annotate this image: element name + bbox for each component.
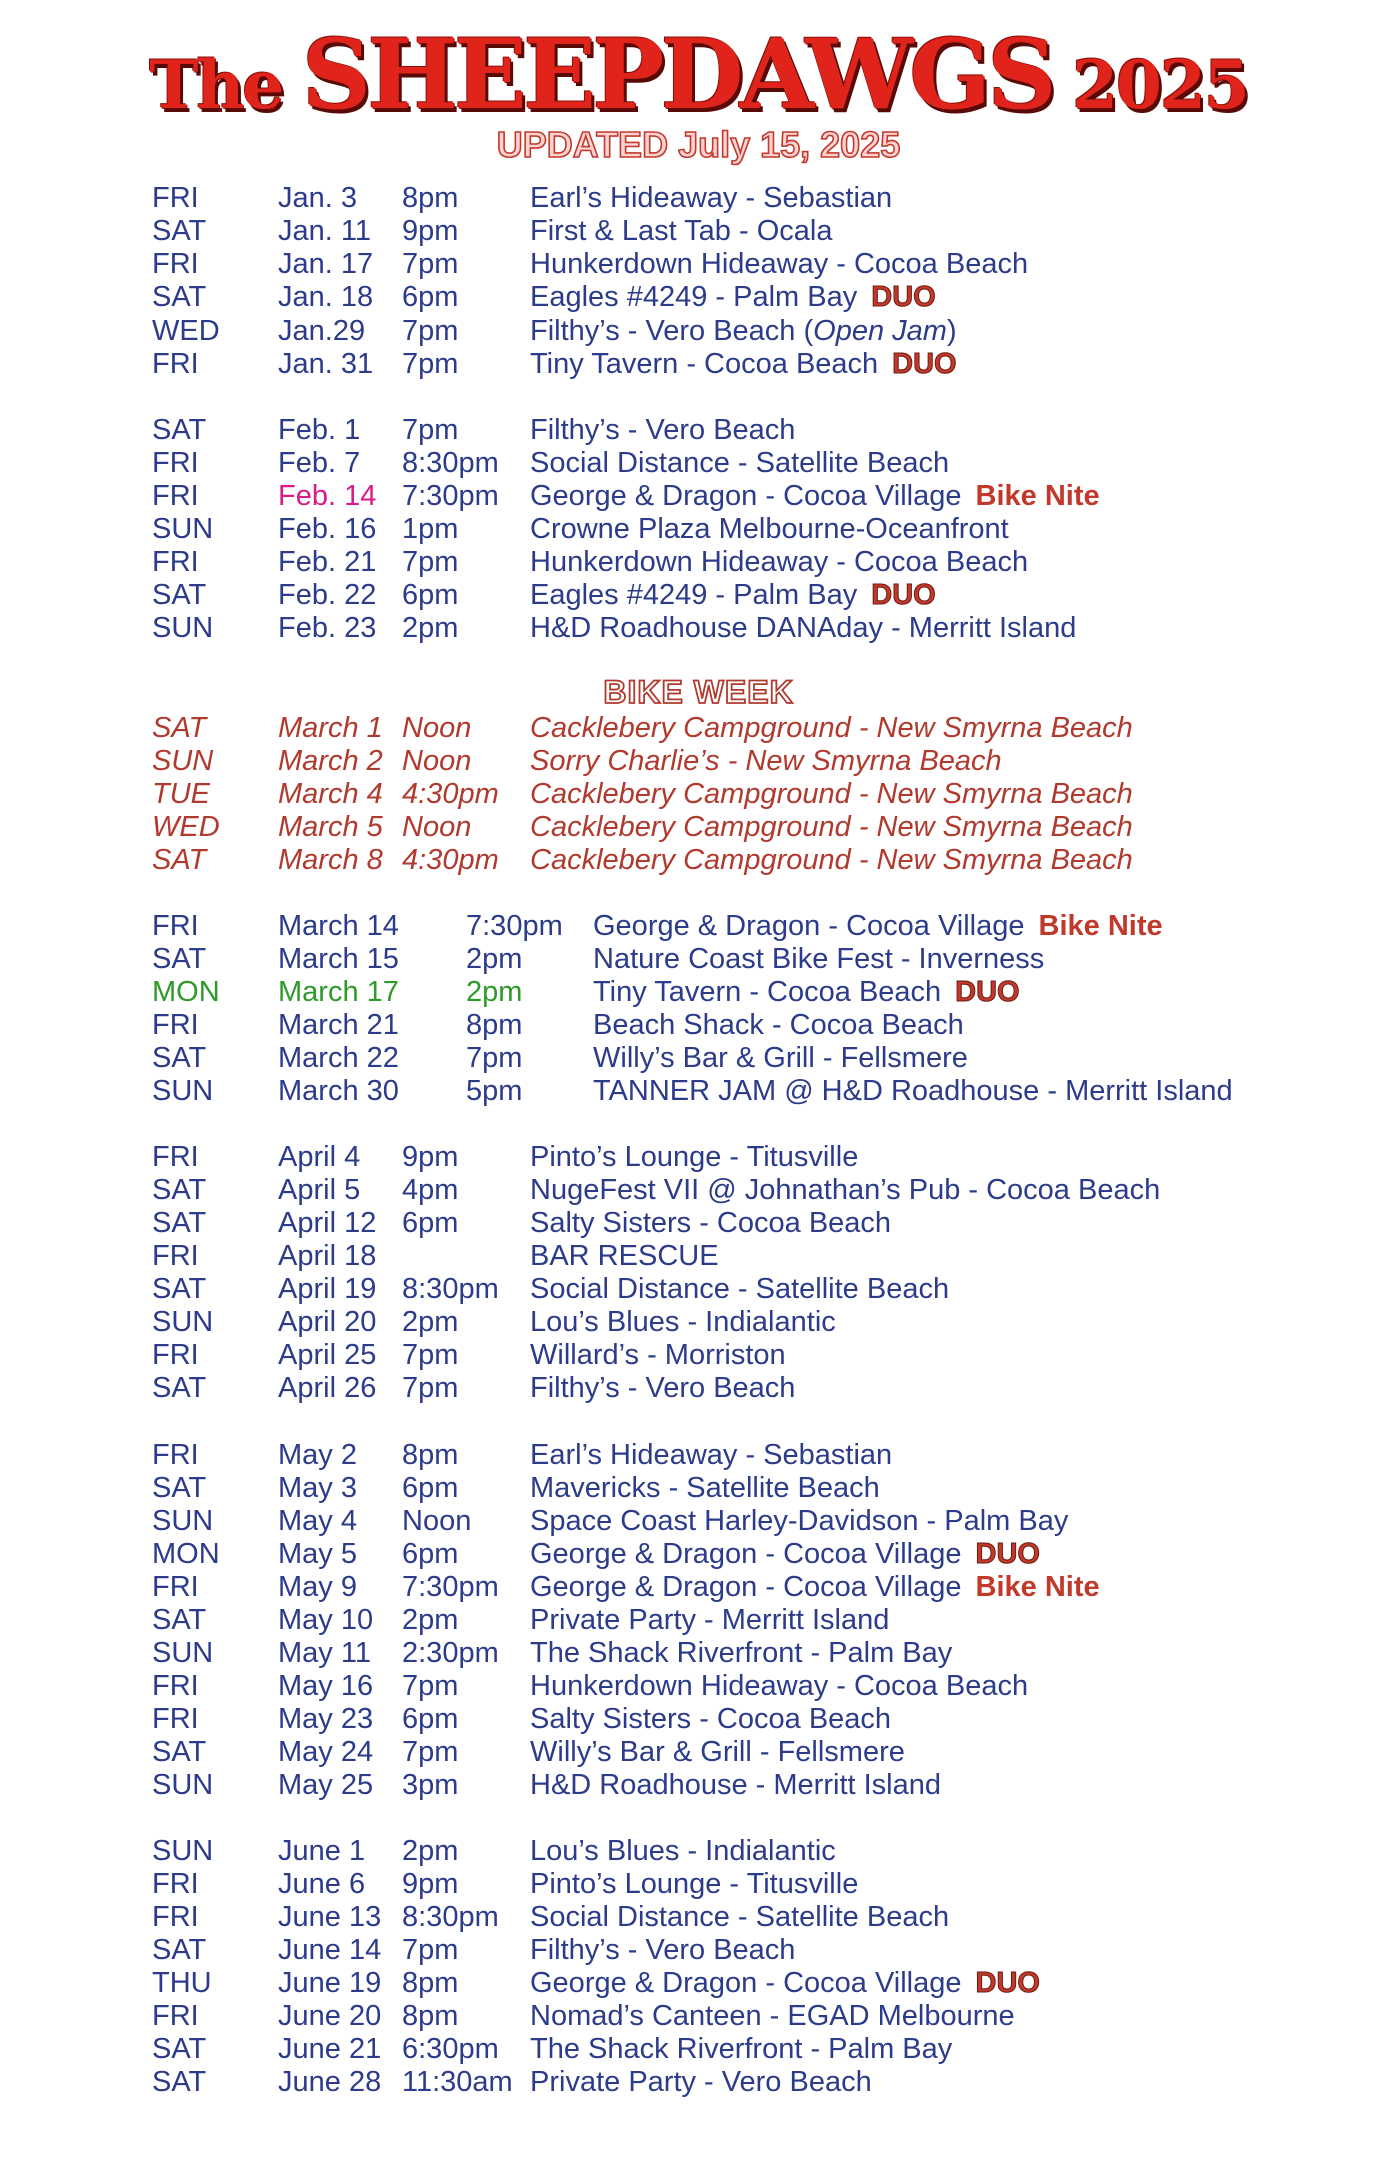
row-time: 7pm bbox=[402, 414, 459, 446]
row-day: SAT bbox=[152, 1174, 207, 1206]
row-venue-text: Filthy’s - Vero Beach bbox=[530, 414, 796, 446]
row-date: Feb. 16 bbox=[278, 513, 377, 545]
row-day: SAT bbox=[152, 2066, 207, 2098]
row-venue-text: Filthy’s - Vero Beach bbox=[530, 1372, 796, 1404]
row-date: March 14 bbox=[278, 910, 399, 942]
row-time: 9pm bbox=[402, 215, 459, 247]
row-venue-text: George & Dragon - Cocoa Village bbox=[593, 910, 1025, 942]
row-day: FRI bbox=[152, 1670, 199, 1702]
row-venue-text: Private Party - Merritt Island bbox=[530, 1604, 890, 1636]
row-venue-text: H&D Roadhouse - Merritt Island bbox=[530, 1769, 941, 1801]
row-time: 1pm bbox=[402, 513, 459, 545]
row-date: May 24 bbox=[278, 1736, 374, 1768]
bike-nite-badge: Bike Nite bbox=[1038, 910, 1163, 942]
row-day: SAT bbox=[152, 943, 207, 975]
row-date: March 17 bbox=[278, 976, 399, 1008]
row-date: Jan. 11 bbox=[278, 215, 371, 247]
row-date: March 15 bbox=[278, 943, 399, 975]
row-date: June 19 bbox=[278, 1967, 382, 1999]
row-time: 6pm bbox=[402, 1703, 459, 1735]
bike-week-heading: BIKE WEEK bbox=[603, 674, 794, 710]
row-time: 4:30pm bbox=[402, 844, 499, 876]
row-venue-text: Salty Sisters - Cocoa Beach bbox=[530, 1207, 892, 1239]
row-venue bbox=[530, 1901, 949, 1934]
row-day: SUN bbox=[152, 612, 214, 644]
row-venue-text: Salty Sisters - Cocoa Beach bbox=[530, 1703, 892, 1735]
row-day: SAT bbox=[152, 844, 207, 876]
row-day: SUN bbox=[152, 1075, 214, 1107]
row-day: FRI bbox=[152, 1339, 199, 1371]
row-date: May 9 bbox=[278, 1571, 357, 1603]
row-date: March 2 bbox=[278, 745, 383, 777]
row-venue-text: Cacklebery Campground - New Smyrna Beach bbox=[530, 778, 1133, 810]
row-time: 2:30pm bbox=[402, 1637, 499, 1669]
row-day: FRI bbox=[152, 1439, 199, 1471]
row-date: April 25 bbox=[278, 1339, 377, 1371]
row-time: 2pm bbox=[402, 1604, 459, 1636]
row-date: June 28 bbox=[278, 2066, 382, 2098]
row-venue bbox=[530, 1637, 952, 1670]
row-time: 7:30pm bbox=[402, 1571, 499, 1603]
row-venue bbox=[530, 1835, 836, 1868]
row-venue bbox=[530, 1207, 891, 1240]
duo-badge: DUO bbox=[871, 281, 936, 313]
row-venue bbox=[530, 1372, 795, 1405]
row-date: Jan.29 bbox=[278, 315, 366, 347]
row-day: SAT bbox=[152, 1472, 207, 1504]
row-date: May 23 bbox=[278, 1703, 374, 1735]
row-venue bbox=[530, 1240, 719, 1273]
row-date: March 5 bbox=[278, 811, 383, 843]
row-date: May 10 bbox=[278, 1604, 374, 1636]
row-venue bbox=[530, 1339, 786, 1372]
row-venue bbox=[530, 2066, 872, 2099]
title-year: 2025 bbox=[1072, 46, 1248, 124]
row-day: FRI bbox=[152, 2000, 199, 2032]
row-date: June 6 bbox=[278, 1868, 366, 1900]
row-day: SAT bbox=[152, 1934, 207, 1966]
row-date: Feb. 14 bbox=[278, 480, 377, 512]
row-date: Jan. 17 bbox=[278, 248, 374, 280]
row-venue-text: Willy’s Bar & Grill - Fellsmere bbox=[593, 1042, 968, 1074]
row-venue bbox=[530, 712, 1133, 745]
row-venue-text: Eagles #4249 - Palm Bay bbox=[530, 281, 858, 313]
row-day: MON bbox=[152, 1538, 220, 1570]
row-time: 2pm bbox=[466, 976, 523, 1008]
row-date: March 1 bbox=[278, 712, 383, 744]
row-time: Noon bbox=[402, 1505, 472, 1537]
row-venue-text: Pinto’s Lounge - Titusville bbox=[530, 1868, 859, 1900]
row-date: March 8 bbox=[278, 844, 383, 876]
row-day: FRI bbox=[152, 1141, 199, 1173]
row-day: FRI bbox=[152, 1901, 199, 1933]
row-venue bbox=[530, 612, 1076, 645]
row-day: THU bbox=[152, 1967, 212, 1999]
row-venue-text: Earl’s Hideaway - Sebastian bbox=[530, 1439, 893, 1471]
title-band: SHEEPDAWGS bbox=[301, 18, 1053, 131]
row-day: TUE bbox=[152, 778, 210, 810]
row-venue-text: Filthy’s - Vero Beach ( bbox=[530, 315, 814, 347]
bike-nite-badge: Bike Nite bbox=[975, 480, 1100, 512]
row-time: 7:30pm bbox=[402, 480, 499, 512]
row-venue bbox=[593, 976, 1020, 1009]
row-time: 7:30pm bbox=[466, 910, 563, 942]
row-venue bbox=[530, 182, 892, 215]
row-time: 5pm bbox=[466, 1075, 523, 1107]
row-time: 11:30am bbox=[402, 2066, 513, 2098]
row-venue bbox=[530, 315, 957, 348]
duo-badge: DUO bbox=[955, 976, 1020, 1008]
row-venue bbox=[530, 1174, 1160, 1207]
row-day: SAT bbox=[152, 1604, 207, 1636]
row-venue bbox=[530, 1472, 880, 1505]
row-day: WED bbox=[152, 315, 220, 347]
row-day: SAT bbox=[152, 1273, 207, 1305]
row-day: FRI bbox=[152, 1868, 199, 1900]
row-venue-text: George & Dragon - Cocoa Village bbox=[530, 1967, 962, 1999]
row-venue-text: Crowne Plaza Melbourne-Oceanfront bbox=[530, 513, 1009, 545]
row-venue-text: Eagles #4249 - Palm Bay bbox=[530, 579, 858, 611]
bike-nite-badge: Bike Nite bbox=[975, 1571, 1100, 1603]
row-venue bbox=[530, 1736, 905, 1769]
row-venue-text: Sorry Charlie’s - New Smyrna Beach bbox=[530, 745, 1002, 777]
row-day: SAT bbox=[152, 2033, 207, 2065]
updated-date: UPDATED July 15, 2025 bbox=[496, 124, 901, 165]
row-venue-text: The Shack Riverfront - Palm Bay bbox=[530, 2033, 953, 2065]
row-venue bbox=[530, 1439, 892, 1472]
row-time: Noon bbox=[402, 745, 472, 777]
row-date: May 5 bbox=[278, 1538, 357, 1570]
row-venue bbox=[530, 1670, 1028, 1703]
row-venue bbox=[530, 745, 1002, 778]
row-date: May 3 bbox=[278, 1472, 357, 1504]
row-time: Noon bbox=[402, 712, 472, 744]
row-date: June 21 bbox=[278, 2033, 382, 2065]
row-day: SUN bbox=[152, 745, 214, 777]
row-day: SAT bbox=[152, 1372, 207, 1404]
row-venue-text: Space Coast Harley-Davidson - Palm Bay bbox=[530, 1505, 1069, 1537]
row-date: March 22 bbox=[278, 1042, 399, 1074]
row-time: 9pm bbox=[402, 1868, 459, 1900]
row-time: 7pm bbox=[402, 1339, 459, 1371]
row-venue bbox=[530, 1604, 889, 1637]
row-venue bbox=[530, 1967, 1040, 2000]
row-time: 6pm bbox=[402, 1207, 459, 1239]
row-date: April 20 bbox=[278, 1306, 377, 1338]
row-time: 8:30pm bbox=[402, 447, 499, 479]
row-venue bbox=[530, 215, 832, 248]
row-venue bbox=[593, 910, 1163, 943]
row-venue bbox=[530, 546, 1028, 579]
row-date: May 16 bbox=[278, 1670, 374, 1702]
row-venue bbox=[530, 579, 936, 612]
row-venue bbox=[530, 1505, 1068, 1538]
row-date: Feb. 22 bbox=[278, 579, 377, 611]
row-venue-text: Private Party - Vero Beach bbox=[530, 2066, 872, 2098]
row-venue-text: Tiny Tavern - Cocoa Beach bbox=[593, 976, 942, 1008]
row-venue bbox=[530, 1703, 891, 1736]
row-venue bbox=[530, 513, 1009, 546]
row-venue bbox=[530, 1868, 858, 1901]
row-venue-text: Social Distance - Satellite Beach bbox=[530, 1901, 950, 1933]
row-time: 7pm bbox=[402, 1670, 459, 1702]
row-day: FRI bbox=[152, 1703, 199, 1735]
row-venue bbox=[530, 1769, 941, 1802]
row-time: 8pm bbox=[402, 182, 459, 214]
row-time: 3pm bbox=[402, 1769, 459, 1801]
row-venue-text: Willard’s - Morriston bbox=[530, 1339, 786, 1371]
row-day: FRI bbox=[152, 447, 199, 479]
row-time: 7pm bbox=[466, 1042, 523, 1074]
row-day: WED bbox=[152, 811, 220, 843]
row-venue bbox=[593, 1042, 968, 1075]
row-date: Feb. 23 bbox=[278, 612, 377, 644]
row-venue-text: Lou’s Blues - Indialantic bbox=[530, 1306, 836, 1338]
row-venue-text: Willy’s Bar & Grill - Fellsmere bbox=[530, 1736, 905, 1768]
row-time: 8pm bbox=[402, 1439, 459, 1471]
row-time: 6pm bbox=[402, 1538, 459, 1570]
row-venue bbox=[530, 480, 1100, 513]
row-date: March 4 bbox=[278, 778, 383, 810]
row-date: April 19 bbox=[278, 1273, 377, 1305]
row-day: FRI bbox=[152, 1571, 199, 1603]
row-venue-text: Social Distance - Satellite Beach bbox=[530, 447, 950, 479]
row-date: April 4 bbox=[278, 1141, 361, 1173]
row-venue-text: Cacklebery Campground - New Smyrna Beach bbox=[530, 844, 1133, 876]
row-venue bbox=[530, 2000, 1015, 2033]
row-venue-text: Beach Shack - Cocoa Beach bbox=[593, 1009, 964, 1041]
row-venue-note: Open Jam bbox=[813, 315, 947, 347]
row-venue bbox=[530, 2033, 952, 2066]
row-day: SAT bbox=[152, 579, 207, 611]
row-date: March 30 bbox=[278, 1075, 399, 1107]
row-time: 2pm bbox=[402, 1835, 459, 1867]
row-venue-text: Earl’s Hideaway - Sebastian bbox=[530, 182, 893, 214]
row-venue bbox=[530, 281, 936, 314]
row-venue bbox=[530, 1306, 836, 1339]
row-date: April 26 bbox=[278, 1372, 377, 1404]
row-time: 6pm bbox=[402, 281, 459, 313]
row-time: 7pm bbox=[402, 1372, 459, 1404]
row-venue-text: Mavericks - Satellite Beach bbox=[530, 1472, 880, 1504]
row-day: FRI bbox=[152, 546, 199, 578]
row-time: 8pm bbox=[402, 2000, 459, 2032]
row-time: 6pm bbox=[402, 579, 459, 611]
row-venue bbox=[530, 1141, 858, 1174]
row-date: June 13 bbox=[278, 1901, 382, 1933]
row-venue bbox=[530, 778, 1133, 811]
row-date: April 12 bbox=[278, 1207, 377, 1239]
row-time: 7pm bbox=[402, 248, 459, 280]
row-venue-text: Pinto’s Lounge - Titusville bbox=[530, 1141, 859, 1173]
row-date: Feb. 1 bbox=[278, 414, 361, 446]
row-venue-text: Hunkerdown Hideaway - Cocoa Beach bbox=[530, 1670, 1029, 1702]
row-venue-text: Cacklebery Campground - New Smyrna Beach bbox=[530, 712, 1133, 744]
row-date: May 2 bbox=[278, 1439, 357, 1471]
row-date: March 21 bbox=[278, 1009, 399, 1041]
row-time: 8pm bbox=[466, 1009, 523, 1041]
row-date: June 1 bbox=[278, 1835, 366, 1867]
row-time: 2pm bbox=[466, 943, 523, 975]
row-venue-text: Hunkerdown Hideaway - Cocoa Beach bbox=[530, 248, 1029, 280]
row-venue-text: Hunkerdown Hideaway - Cocoa Beach bbox=[530, 546, 1029, 578]
row-time: 4pm bbox=[402, 1174, 459, 1206]
row-venue bbox=[530, 1273, 949, 1306]
row-time: 2pm bbox=[402, 1306, 459, 1338]
row-venue-text: George & Dragon - Cocoa Village bbox=[530, 1571, 962, 1603]
row-venue bbox=[530, 1571, 1100, 1604]
page-title bbox=[0, 18, 1397, 131]
row-venue-text: BAR RESCUE bbox=[530, 1240, 719, 1272]
row-date: Jan. 18 bbox=[278, 281, 374, 313]
row-date: June 20 bbox=[278, 2000, 382, 2032]
row-time: 7pm bbox=[402, 315, 459, 347]
row-venue-text: Social Distance - Satellite Beach bbox=[530, 1273, 950, 1305]
row-venue bbox=[530, 1934, 795, 1967]
row-venue bbox=[530, 414, 795, 447]
row-date: April 5 bbox=[278, 1174, 361, 1206]
row-venue-text: George & Dragon - Cocoa Village bbox=[530, 480, 962, 512]
row-time: 7pm bbox=[402, 1736, 459, 1768]
row-day: SAT bbox=[152, 414, 207, 446]
row-venue-text: Nomad’s Canteen - EGAD Melbourne bbox=[530, 2000, 1015, 2032]
row-day: SUN bbox=[152, 1637, 214, 1669]
row-time: 6pm bbox=[402, 1472, 459, 1504]
row-venue bbox=[530, 248, 1028, 281]
row-time: 6:30pm bbox=[402, 2033, 499, 2065]
row-date: Feb. 21 bbox=[278, 546, 377, 578]
row-day: MON bbox=[152, 976, 220, 1008]
row-day: FRI bbox=[152, 910, 199, 942]
row-day: FRI bbox=[152, 248, 199, 280]
row-venue bbox=[593, 1075, 1233, 1108]
row-time: 9pm bbox=[402, 1141, 459, 1173]
row-venue-text: Tiny Tavern - Cocoa Beach bbox=[530, 348, 879, 380]
row-date: May 25 bbox=[278, 1769, 374, 1801]
title-the: The bbox=[149, 46, 283, 124]
row-time: 4:30pm bbox=[402, 778, 499, 810]
row-time: 7pm bbox=[402, 546, 459, 578]
row-time: 7pm bbox=[402, 1934, 459, 1966]
row-day: SAT bbox=[152, 1207, 207, 1239]
row-day: FRI bbox=[152, 182, 199, 214]
row-date: April 18 bbox=[278, 1240, 377, 1272]
row-day: FRI bbox=[152, 1240, 199, 1272]
row-date: May 11 bbox=[278, 1637, 371, 1669]
row-day: SUN bbox=[152, 1835, 214, 1867]
row-day: SAT bbox=[152, 1736, 207, 1768]
row-venue bbox=[593, 943, 1044, 976]
row-day: SUN bbox=[152, 1306, 214, 1338]
row-day: SAT bbox=[152, 215, 207, 247]
row-day: SUN bbox=[152, 1769, 214, 1801]
row-venue bbox=[530, 447, 949, 480]
row-time: Noon bbox=[402, 811, 472, 843]
row-venue-text: First & Last Tab - Ocala bbox=[530, 215, 833, 247]
row-venue-text: The Shack Riverfront - Palm Bay bbox=[530, 1637, 953, 1669]
row-venue-text: TANNER JAM @ H&D Roadhouse - Merritt Island bbox=[593, 1075, 1233, 1107]
row-venue bbox=[530, 844, 1133, 877]
row-date: May 4 bbox=[278, 1505, 357, 1537]
row-time: 8:30pm bbox=[402, 1273, 499, 1305]
duo-badge: DUO bbox=[892, 348, 957, 380]
row-date: Jan. 3 bbox=[278, 182, 357, 214]
row-venue-note-close: ) bbox=[946, 315, 957, 347]
duo-badge: DUO bbox=[975, 1538, 1040, 1570]
duo-badge: DUO bbox=[871, 579, 936, 611]
row-venue-text: George & Dragon - Cocoa Village bbox=[530, 1538, 962, 1570]
row-venue-text: Cacklebery Campground - New Smyrna Beach bbox=[530, 811, 1133, 843]
row-venue-text: NugeFest VII @ Johnathan’s Pub - Cocoa Beach bbox=[530, 1174, 1161, 1206]
row-time: 8pm bbox=[402, 1967, 459, 1999]
row-time: 7pm bbox=[402, 348, 459, 380]
row-time: 2pm bbox=[402, 612, 459, 644]
row-venue bbox=[530, 348, 957, 381]
row-venue bbox=[593, 1009, 964, 1042]
row-venue-text: H&D Roadhouse DANAday - Merritt Island bbox=[530, 612, 1077, 644]
row-day: FRI bbox=[152, 1009, 199, 1041]
row-day: SUN bbox=[152, 1505, 214, 1537]
row-venue-text: Filthy’s - Vero Beach bbox=[530, 1934, 796, 1966]
row-day: SAT bbox=[152, 281, 207, 313]
row-venue bbox=[530, 1538, 1040, 1571]
row-date: Jan. 31 bbox=[278, 348, 374, 380]
row-date: Feb. 7 bbox=[278, 447, 361, 479]
row-day: FRI bbox=[152, 480, 199, 512]
row-time: 8:30pm bbox=[402, 1901, 499, 1933]
row-venue-text: Lou’s Blues - Indialantic bbox=[530, 1835, 836, 1867]
row-venue bbox=[530, 811, 1133, 844]
row-date: June 14 bbox=[278, 1934, 382, 1966]
duo-badge: DUO bbox=[975, 1967, 1040, 1999]
row-venue-text: Nature Coast Bike Fest - Inverness bbox=[593, 943, 1045, 975]
row-day: FRI bbox=[152, 348, 199, 380]
row-day: SAT bbox=[152, 1042, 207, 1074]
row-day: SAT bbox=[152, 712, 207, 744]
row-day: SUN bbox=[152, 513, 214, 545]
